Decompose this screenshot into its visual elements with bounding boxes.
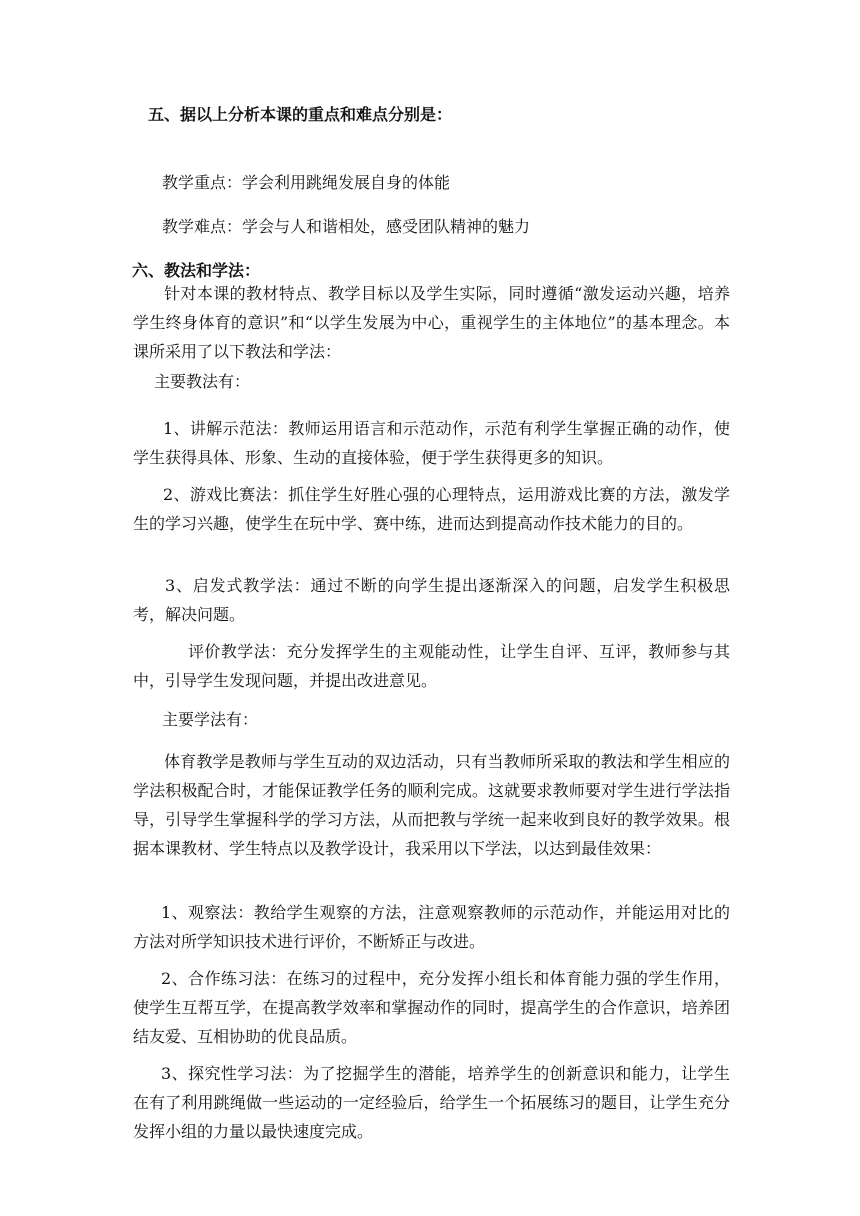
key-point-text: 教学重点：学会利用跳绳发展自身的体能 bbox=[162, 173, 451, 192]
learning-method-item: 3、探究性学习法：为了挖掘学生的潜能，培养学生的创新意识和能力，让学生在有了利用跳绳做一些运动的一定经验后，给学生一个拓展练习的题目，让学生充分发挥小组的力量以最快速度完成。 bbox=[133, 1064, 730, 1141]
teaching-method-item: 评价教学法：充分发挥学生的主观能动性，让学生自评、互评，教师参与其中，引导学生发现问题，并提出改进意见。 bbox=[133, 642, 730, 690]
teaching-methods-label: 主要教法有： bbox=[154, 372, 251, 391]
difficult-point-text: 教学难点：学会与人和谐相处，感受团队精神的魅力 bbox=[162, 217, 531, 236]
learning-method-item: 2、合作练习法：在练习的过程中，充分发挥小组长和体育能力强的学生作用，使学生互帮互学，在提高教学效率和掌握动作的同时，提高学生的合作意识，培养团结友爱、互相协助的优良品质。 bbox=[133, 969, 730, 1046]
learning-intro-paragraph: 体育教学是教师与学生互动的双边活动，只有当教师所采取的教法和学生相应的学法积极配合时，才能保证教学任务的顺利完成。这就要求教师要对学生进行学法指导，引导学生掌握科学的学习方法，从而把教与学统一起来收到良好的教学效果。根据本课教材、学生特点以及教学设计，我采用以下学法，以达到最佳效果： bbox=[133, 752, 730, 858]
section-6-heading: 六、教法和学法： bbox=[132, 261, 261, 280]
teaching-method-item: 1、讲解示范法：教师运用语言和示范动作，示范有利学生掌握正确的动作，使学生获得具体、形象、生动的直接体验，便于学生获得更多的知识。 bbox=[133, 419, 730, 467]
teaching-method-item: 3、启发式教学法：通过不断的向学生提出逐渐深入的问题，启发学生积极思考，解决问题。 bbox=[133, 576, 730, 624]
teaching-method-item: 2、游戏比赛法：抓住学生好胜心强的心理特点，运用游戏比赛的方法，激发学生的学习兴趣，使学生在玩中学、赛中练，进而达到提高动作技术能力的目的。 bbox=[133, 485, 730, 533]
intro-paragraph: 针对本课的教材特点、教学目标以及学生实际，同时遵循“激发运动兴趣，培养学生终身体育的意识”和“以学生发展为中心，重视学生的主体地位”的基本理念。本课所采用了以下教法和学法： bbox=[133, 284, 730, 361]
learning-methods-label: 主要学法有： bbox=[162, 710, 259, 729]
section-5-heading: 五、据以上分析本课的重点和难点分别是： bbox=[148, 105, 453, 124]
learning-method-item: 1、观察法：教给学生观察的方法，注意观察教师的示范动作，并能运用对比的方法对所学知识技术进行评价，不断矫正与改进。 bbox=[133, 903, 730, 951]
